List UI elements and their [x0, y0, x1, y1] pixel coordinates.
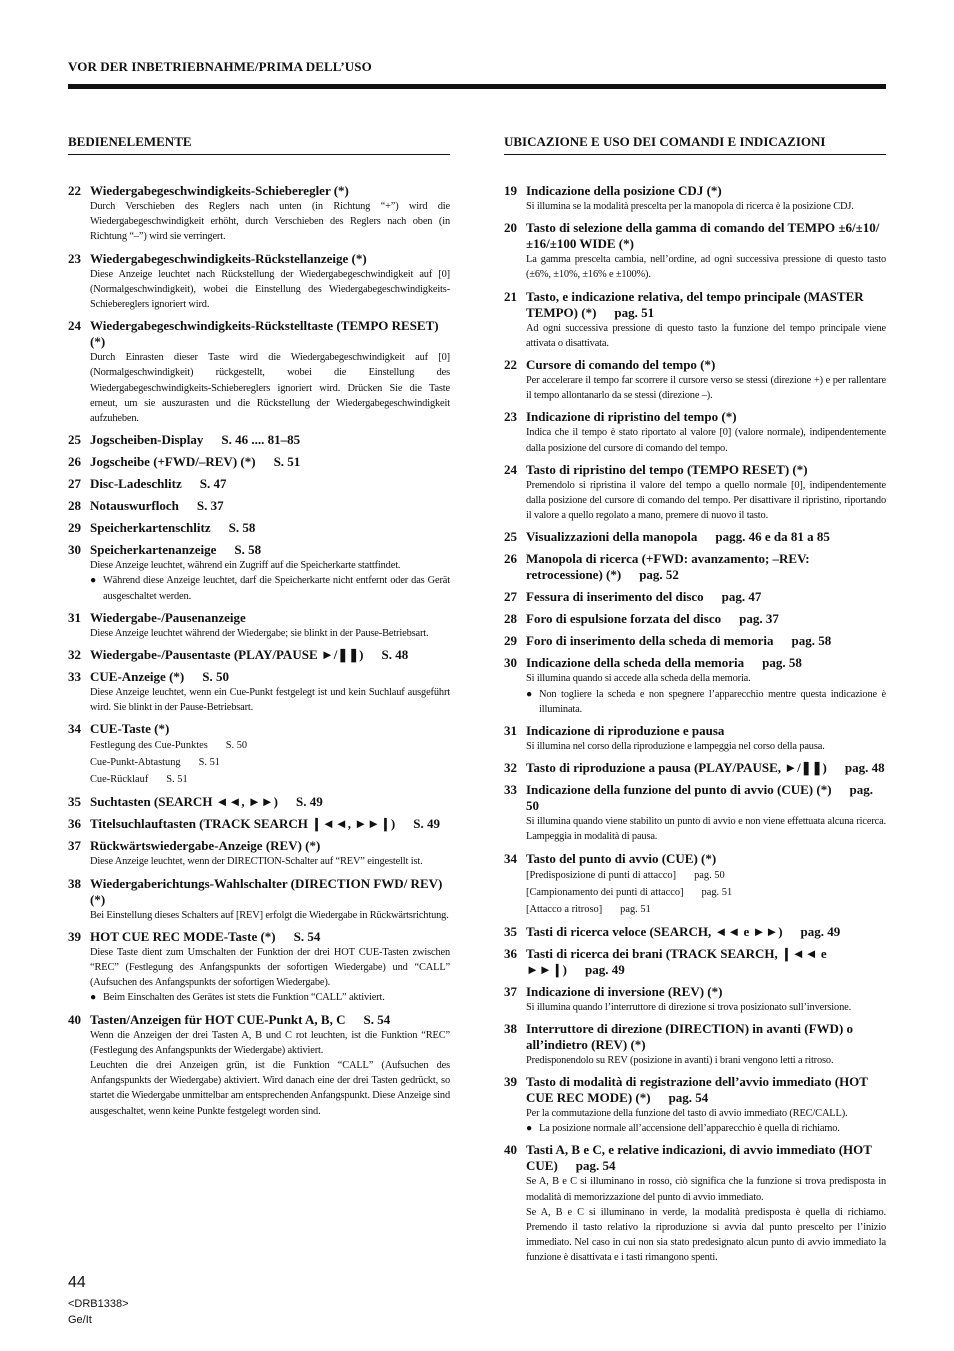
item-heading [504, 1142, 886, 1174]
item-title-block [90, 183, 450, 199]
item-number: 40 [504, 1142, 517, 1158]
item-title-block [90, 929, 450, 945]
item-heading [68, 876, 450, 908]
item-description: Si illumina quando viene stabilito un punto di avvio e non viene effettuata alcuna ricerca. Lampeggia in modalità di pausa. [526, 816, 886, 843]
item-title-block [526, 357, 886, 373]
item-heading [504, 946, 886, 978]
item-title: Tasto di riproduzione a pausa (PLAY/PAUSE, ►/❚❚) [526, 760, 827, 776]
item-heading [68, 432, 450, 448]
sub-entry-page: S. 51 [166, 774, 188, 786]
item-title-block [526, 409, 886, 425]
item-number: 37 [504, 983, 517, 999]
page-reference: S. 54 [293, 928, 321, 944]
item-title-block [526, 1074, 886, 1106]
list-item [504, 589, 886, 605]
item-number: 23 [68, 250, 81, 266]
page-reference: pag. 54 [575, 1158, 616, 1174]
list-item [504, 611, 886, 627]
item-title: Speicherkartenanzeige [90, 542, 217, 558]
item-description: Si illumina se la modalità prescelta per la manopola di ricerca è la posizione CDJ. [526, 201, 854, 212]
item-number: 31 [68, 609, 81, 625]
page-reference: pag. 48 [844, 760, 885, 776]
item-number: 22 [68, 183, 81, 198]
page-reference: pag. 51 [614, 304, 655, 320]
item-title-block [526, 760, 886, 776]
page-reference: pag. 54 [668, 1090, 709, 1106]
list-item [504, 851, 886, 918]
item-title-block [526, 551, 886, 583]
list-item [68, 318, 450, 426]
item-title: Interruttore di direzione (DIRECTION) in avanti (FWD) o all’indietro (REV) (*) [526, 1020, 854, 1052]
item-title: Speicherkartenschlitz [90, 520, 211, 536]
list-item [504, 1021, 886, 1068]
page-reference: S. 49 [295, 794, 323, 810]
item-note [90, 573, 450, 603]
item-number: 19 [504, 183, 517, 198]
item-description: Diese Taste dient zum Umschalten der Funktion der drei HOT CUE-Tasten zwischen “REC” (Festlegung des Anfangspunkts der sofortigen Wiedergabe) und “CALL” (Aufsuchen des Anfangspunkts der sofortigen Wiedergabe). [90, 946, 450, 989]
item-description: Premendolo si ripristina il valore del tempo a quello normale [0], indipendentemente dalla posizione del cursore di comando del tempo. Per disattivare il ripristino, riportando il valore a quello regolato a mano, premere di nuovo il tasto. [526, 479, 886, 522]
item-number: 33 [68, 669, 81, 685]
item-title: Tasto del punto di avvio (CUE) (*) [526, 850, 717, 866]
sub-entry-label: [Predisposizione di punti di attacco] [526, 869, 677, 881]
item-title-block [526, 289, 886, 321]
page-reference: pag. 58 [762, 655, 802, 671]
item-title-block [526, 589, 886, 605]
list-item [68, 454, 450, 470]
item-number: 29 [504, 633, 517, 649]
item-title: Tasto di selezione della gamma di comando del TEMPO ±6/±10/±16/±100 WIDE (*) [526, 220, 880, 252]
item-heading [68, 721, 450, 737]
item-heading [68, 251, 450, 267]
item-heading [68, 1012, 450, 1028]
item-description: Predisponendolo su REV (posizione in avanti) i brani vengono letti a ritroso. [526, 1054, 834, 1066]
item-heading [504, 289, 886, 321]
item-title-block [526, 1142, 886, 1174]
item-number: 30 [504, 655, 517, 671]
sub-entry-label: [Campionamento dei punti di attacco] [526, 886, 684, 898]
item-title-block [526, 984, 886, 1000]
item-title: Visualizzazioni della manopola [526, 529, 698, 545]
item-number: 38 [68, 875, 81, 891]
item-number: 36 [504, 945, 517, 961]
item-title-block [90, 610, 450, 626]
item-number: 36 [68, 816, 81, 832]
item-title-block [526, 946, 886, 978]
item-note [526, 687, 886, 717]
item-number: 25 [68, 432, 81, 448]
item-title-block [526, 633, 886, 649]
item-description: Si illumina nel corso della riproduzione e lampeggia nel corso della pausa. [526, 741, 825, 753]
list-item [504, 946, 886, 978]
item-number: 23 [504, 409, 517, 425]
item-description: Durch Verschieben des Reglers nach unten (in Richtung “+”) wird die Wiedergabegeschwindigkeit erhöht, durch Verschieben des Reglers nach oben (in Richtung “–”) wird sie verringert. [90, 201, 450, 243]
item-heading [68, 183, 450, 199]
item-description: Leuchten die drei Anzeigen grün, ist die Funktion “CALL” (Aufsuchen des Anfangspunkts der Wiedergabe) aktiviert. Wird danach eine der drei Tasten gedrückt, so startet die Wiedergabe unmittelbar am entsprechenden Anfangspunkt. Diese Anzeige sind ausgeschaltet, wenn keine Punkte festgelegt worden sind. [90, 1060, 450, 1117]
item-number: 28 [504, 611, 517, 627]
page-reference: pag. 49 [800, 923, 841, 939]
item-number: 30 [68, 542, 81, 558]
page-reference: S. 47 [199, 476, 227, 492]
list-item [504, 1074, 886, 1136]
item-number: 24 [504, 461, 517, 477]
item-title: Tasti di ricerca veloce (SEARCH, ◄◄ e ►►) [526, 923, 783, 939]
note-text: Während diese Anzeige leuchtet, darf die Speicherkarte nicht entfernt oder das Gerät ausgeschaltet werden. [103, 575, 450, 602]
item-title-block [526, 924, 886, 940]
item-title-block [526, 723, 886, 739]
item-title: Tasto, e indicazione relativa, del tempo principale (MASTER TEMPO) (*) [526, 288, 864, 320]
item-title-block [526, 183, 886, 199]
item-title-block [90, 669, 450, 685]
item-number: 32 [68, 647, 81, 663]
list-item [504, 357, 886, 403]
left-column-heading: BEDIENELEMENTE [68, 134, 450, 155]
item-title: Suchtasten (SEARCH ◄◄, ►►) [90, 794, 278, 810]
page-reference: pag. 47 [721, 589, 762, 605]
right-item-list [504, 183, 886, 1266]
item-title-block [90, 432, 450, 448]
item-title: Wiedergabe-/Pausentaste (PLAY/PAUSE ►/❚❚) [90, 647, 364, 663]
page-reference: S. 48 [381, 647, 409, 663]
page-reference: S. 58 [228, 520, 256, 536]
item-description: Per accelerare il tempo far scorrere il cursore verso se stessi (direzione +) e per rallentare il tempo allontanarlo da se stessi (direzione –). [526, 375, 886, 402]
item-title-block [526, 851, 886, 867]
item-title: Indicazione di inversione (REV) (*) [526, 983, 723, 999]
item-title: Disc-Ladeschlitz [90, 476, 182, 492]
sub-entry-label: Cue-Punkt-Abtastung [90, 757, 181, 769]
sub-entry [526, 901, 886, 918]
item-heading [504, 760, 886, 776]
list-item [68, 669, 450, 715]
item-title: Indicazione della posizione CDJ (*) [526, 183, 722, 198]
item-title: Foro di espulsione forzata del disco [526, 611, 722, 627]
item-heading [504, 529, 886, 545]
item-title: Foro di inserimento della scheda di memoria [526, 633, 774, 649]
item-title-block [90, 876, 450, 908]
item-heading [504, 851, 886, 867]
item-description: Diese Anzeige leuchtet nach Rückstellung der Wiedergabegeschwindigkeit auf [0] (Normalgeschwindigkeit), wobei die Einstellung des Wiedergabegeschwindigkeits-Schiebereglers ignoriert wird. [90, 268, 450, 311]
list-item [68, 498, 450, 514]
note-text: Beim Einschalten des Gerätes ist stets die Funktion “CALL” aktiviert. [103, 992, 385, 1004]
item-number: 39 [504, 1074, 517, 1090]
item-title-block [526, 782, 886, 814]
item-title: Wiedergabegeschwindigkeits-Schieberegler (*) [90, 183, 349, 198]
sub-entry-page: pag. 51 [620, 903, 651, 915]
item-title-block [90, 838, 450, 854]
list-item [504, 462, 886, 524]
item-title-block [90, 542, 450, 558]
item-description: Diese Anzeige leuchtet, während ein Zugriff auf die Speicherkarte stattfindet. [90, 560, 401, 572]
page-reference: S. 54 [363, 1011, 391, 1027]
sub-entry-page: pag. 50 [694, 869, 725, 881]
item-number: 26 [504, 551, 517, 567]
item-heading [68, 929, 450, 945]
list-item [68, 542, 450, 604]
item-title-block [526, 1021, 886, 1053]
page-reference: pagg. 46 e da 81 a 85 [715, 529, 830, 545]
item-description: Diese Anzeige leuchtet während der Wiedergabe; sie blinkt in der Pause-Betriebsart. [90, 627, 429, 639]
item-title: Rückwärtswiedergabe-Anzeige (REV) (*) [90, 838, 321, 854]
sub-entry-label: [Attacco a ritroso] [526, 903, 603, 915]
item-heading [504, 183, 886, 199]
item-heading [68, 610, 450, 626]
item-heading [504, 357, 886, 373]
item-title-block [90, 794, 450, 810]
item-heading [504, 220, 886, 252]
item-description: La gamma prescelta cambia, nell’ordine, ad ogni successiva pressione di questo tasto (±6%, ±10%, ±16% e ±100%). [526, 254, 886, 281]
bullet-icon: ● [526, 688, 533, 700]
item-heading [504, 924, 886, 940]
list-item [504, 655, 886, 717]
item-description: Bei Einstellung dieses Schalters auf [REV] erfolgt die Wiedergabe in Rückwärtsrichtung. [90, 909, 449, 921]
list-item [68, 251, 450, 313]
list-item [68, 476, 450, 492]
item-heading [504, 984, 886, 1000]
list-item [68, 838, 450, 869]
item-description: Per la commutazione della funzione del tasto di avvio immediato (REC/CALL). [526, 1108, 848, 1120]
item-heading [504, 1074, 886, 1106]
item-number: 34 [504, 850, 517, 866]
page-reference: S. 46 .... 81–85 [221, 432, 301, 448]
item-title-block [90, 251, 450, 267]
list-item [68, 432, 450, 448]
list-item [68, 816, 450, 832]
item-title: Indicazione della funzione del punto di avvio (CUE) (*) [526, 782, 832, 798]
item-title: CUE-Anzeige (*) [90, 669, 185, 685]
item-number: 33 [504, 782, 517, 798]
item-heading [68, 520, 450, 536]
item-number: 35 [504, 923, 517, 939]
list-item [504, 220, 886, 282]
item-title: Wiedergabegeschwindigkeits-Rückstellanzeige (*) [90, 250, 367, 266]
item-heading [68, 647, 450, 663]
item-number: 34 [68, 721, 81, 737]
item-number: 22 [504, 357, 517, 373]
item-title-block [90, 498, 450, 514]
item-description: Indica che il tempo è stato riportato al valore [0] (valore normale), indipendentemente dalla posizione del cursore di comando del tempo. [526, 427, 886, 454]
item-title: Manopola di ricerca (+FWD: avanzamento; –REV: retrocessione) (*) [526, 551, 810, 583]
sub-entry [90, 771, 450, 788]
right-column-heading: UBICAZIONE E USO DEI COMANDI E INDICAZIONI [504, 134, 886, 155]
item-title: Titelsuchlauftasten (TRACK SEARCH ❙◄◄, ►►❙) [90, 816, 396, 832]
item-description: Si illumina quando si accede alla scheda della memoria. [526, 673, 751, 685]
item-description: Wenn die Anzeigen der drei Tasten A, B und C rot leuchten, ist die Funktion “REC” (Festlegung des Anfangspunkts der Wiedergabe) aktiviert. [90, 1029, 450, 1056]
item-description: Durch Einrasten dieser Taste wird die Wiedergabegeschwindigkeit auf [0] (Normalgeschwindigkeit) rückgestellt, wobei die Einstellung des Wiedergabegeschwindigkeits-Schiebereglers ignoriert wird. Drücken Sie die Taste erneut, um sie auszurasten und die Rückstellung der Wiedergabegeschwindigkeit aufzuheben. [90, 352, 450, 425]
list-item [68, 929, 450, 1006]
item-title: Cursore di comando del tempo (*) [526, 357, 716, 373]
item-heading [68, 669, 450, 685]
list-item [504, 529, 886, 545]
language-code: Ge/It [68, 1314, 92, 1326]
list-item [504, 984, 886, 1015]
list-item [68, 794, 450, 810]
list-item [504, 1142, 886, 1265]
list-item [504, 289, 886, 351]
item-note [90, 990, 450, 1005]
item-title: Wiedergabegeschwindigkeits-Rückstelltaste (TEMPO RESET) (*) [90, 318, 439, 350]
list-item [68, 183, 450, 245]
item-heading [504, 409, 886, 425]
item-number: 27 [68, 476, 81, 492]
item-heading [68, 318, 450, 350]
item-heading [504, 723, 886, 739]
item-number: 31 [504, 723, 517, 739]
item-number: 28 [68, 498, 81, 514]
item-heading [504, 1021, 886, 1053]
item-heading [68, 838, 450, 854]
sub-entry-page: S. 50 [225, 740, 248, 752]
list-item [68, 1012, 450, 1119]
page-reference: pag. 58 [791, 633, 832, 649]
list-item [504, 551, 886, 583]
page-reference: S. 50 [202, 669, 229, 685]
page-reference: S. 49 [413, 816, 440, 832]
item-number: 40 [68, 1011, 81, 1027]
item-title: Tasto di modalità di registrazione dell’avvio immediato (HOT CUE REC MODE) (*) [526, 1074, 868, 1106]
page-reference: pag. 37 [739, 611, 779, 627]
item-number: 20 [504, 220, 517, 236]
item-description: Se A, B e C si illuminano in verde, la modalità predisposta è quella di richiamo. Premendo il tasto relativo la riproduzione si avvia dal punto prescelto per l’inizio immediato. Nel caso in cui non sia stato predesignato alcun punto di avvio immediato la funzione è disattivata e i tasti rimangono spenti. [526, 1206, 886, 1264]
item-title-block [90, 721, 450, 737]
item-title-block [526, 655, 886, 671]
item-number: 21 [504, 288, 517, 304]
item-title-block [526, 529, 886, 545]
item-title: Wiedergabe-/Pausenanzeige [90, 609, 246, 625]
item-heading [504, 462, 886, 478]
sub-entry-label: Festlegung des Cue-Punktes [90, 740, 208, 752]
model-code: <DRB1338> [68, 1298, 129, 1310]
item-title: Tasti di ricerca dei brani (TRACK SEARCH, ❙◄◄ e ►►❙) [526, 945, 827, 977]
item-heading [68, 454, 450, 470]
item-description: Si illumina quando l’interruttore di direzione si trova posizionato sull’inversione. [526, 1001, 852, 1013]
item-heading [504, 782, 886, 814]
note-text: La posizione normale all’accensione dell’apparecchio è quella di richiamo. [539, 1123, 840, 1135]
item-note [526, 1121, 886, 1136]
item-title-block [90, 816, 450, 832]
list-item [504, 760, 886, 776]
page-number: 44 [68, 1274, 86, 1291]
item-title: Indicazione di riproduzione e pausa [526, 723, 725, 739]
sub-entry-label: Cue-Rücklauf [90, 774, 149, 786]
item-heading [504, 633, 886, 649]
page-header-title: VOR DER INBETRIEBNAHME/PRIMA DELL’USO [68, 59, 372, 74]
item-heading [68, 794, 450, 810]
sub-entry [90, 754, 450, 771]
item-title-block [90, 454, 450, 470]
page-reference: pag. 50 [526, 782, 874, 814]
item-heading [504, 589, 886, 605]
list-item [504, 409, 886, 455]
item-number: 37 [68, 838, 81, 854]
item-title: Tasti A, B e C, e relative indicazioni, di avvio immediato (HOT CUE) [526, 1142, 872, 1174]
item-heading [68, 498, 450, 514]
list-item [504, 924, 886, 940]
page-reference: S. 58 [234, 542, 262, 558]
item-number: 35 [68, 794, 81, 810]
sub-entry-page: pag. 51 [701, 886, 733, 898]
list-item [68, 520, 450, 536]
item-heading [68, 476, 450, 492]
item-title-block [526, 611, 886, 627]
list-item [68, 721, 450, 788]
item-title: HOT CUE REC MODE-Taste (*) [90, 928, 276, 944]
item-title-block [90, 476, 450, 492]
item-description: Ad ogni successiva pressione di questo tasto la funzione del tempo principale viene attivata o disattivata. [526, 322, 886, 349]
bullet-icon: ● [90, 575, 97, 587]
sub-entry [526, 867, 886, 884]
item-number: 39 [68, 928, 81, 944]
list-item [504, 723, 886, 754]
item-description: Se A, B e C si illuminano in rosso, ciò significa che la funzione si trova predisposta in modalità di memorizzazione del punto di avvio immediato. [526, 1176, 886, 1203]
item-title-block [90, 520, 450, 536]
left-item-list [68, 183, 450, 1119]
note-text: Non togliere la scheda e non spegnere l’apparecchio mentre questa indicazione è illuminata. [539, 688, 886, 715]
item-heading [504, 551, 886, 583]
page-reference: S. 51 [273, 454, 301, 470]
item-description: Diese Anzeige leuchtet, wenn ein Cue-Punkt festgelegt ist und kein Suchlauf ausgeführt wird. Sie blinkt in der Pause-Betriebsart. [90, 687, 450, 714]
item-title-block [526, 462, 886, 478]
item-number: 27 [504, 589, 517, 605]
item-heading [504, 611, 886, 627]
bullet-icon: ● [90, 992, 97, 1004]
sub-entry [526, 884, 886, 901]
list-item [504, 782, 886, 844]
item-number: 32 [504, 760, 517, 776]
sub-entry-page: S. 51 [198, 757, 220, 769]
item-number: 38 [504, 1020, 517, 1036]
page-footer [68, 1274, 129, 1328]
item-title-block [90, 318, 450, 350]
list-item [68, 647, 450, 663]
item-heading [68, 816, 450, 832]
list-item [504, 183, 886, 214]
item-title-block [526, 220, 886, 252]
left-column [68, 134, 450, 1125]
page-reference: S. 37 [196, 498, 224, 514]
item-title: Indicazione di ripristino del tempo (*) [526, 409, 737, 425]
item-title: Tasten/Anzeigen für HOT CUE-Punkt A, B, C [90, 1011, 346, 1027]
item-title: Fessura di inserimento del disco [526, 589, 704, 605]
page-reference: pag. 49 [584, 961, 625, 977]
item-description: Diese Anzeige leuchtet, wenn der DIRECTION-Schalter auf “REV” eingestellt ist. [90, 856, 423, 868]
header-rule [68, 84, 886, 89]
item-heading [68, 542, 450, 558]
list-item [504, 633, 886, 649]
item-title: CUE-Taste (*) [90, 721, 170, 737]
sub-entry [90, 737, 450, 754]
list-item [68, 610, 450, 641]
item-title-block [90, 647, 450, 663]
item-title: Wiedergaberichtungs-Wahlschalter (DIRECTION FWD/ REV) (*) [90, 875, 443, 907]
bullet-icon: ● [526, 1123, 533, 1135]
item-heading [504, 655, 886, 671]
item-number: 24 [68, 318, 81, 334]
item-title: Indicazione della scheda della memoria [526, 655, 745, 671]
item-number: 26 [68, 454, 81, 470]
item-title: Jogscheiben-Display [90, 432, 204, 448]
page-reference: pag. 52 [639, 567, 679, 583]
right-column [504, 134, 886, 1272]
item-number: 25 [504, 529, 517, 545]
item-title: Notauswurfloch [90, 498, 179, 514]
item-number: 29 [68, 520, 81, 536]
item-title: Jogscheibe (+FWD/–REV) (*) [90, 454, 256, 470]
list-item [68, 876, 450, 923]
item-title: Tasto di ripristino del tempo (TEMPO RESET) (*) [526, 461, 808, 477]
item-title-block [90, 1012, 450, 1028]
